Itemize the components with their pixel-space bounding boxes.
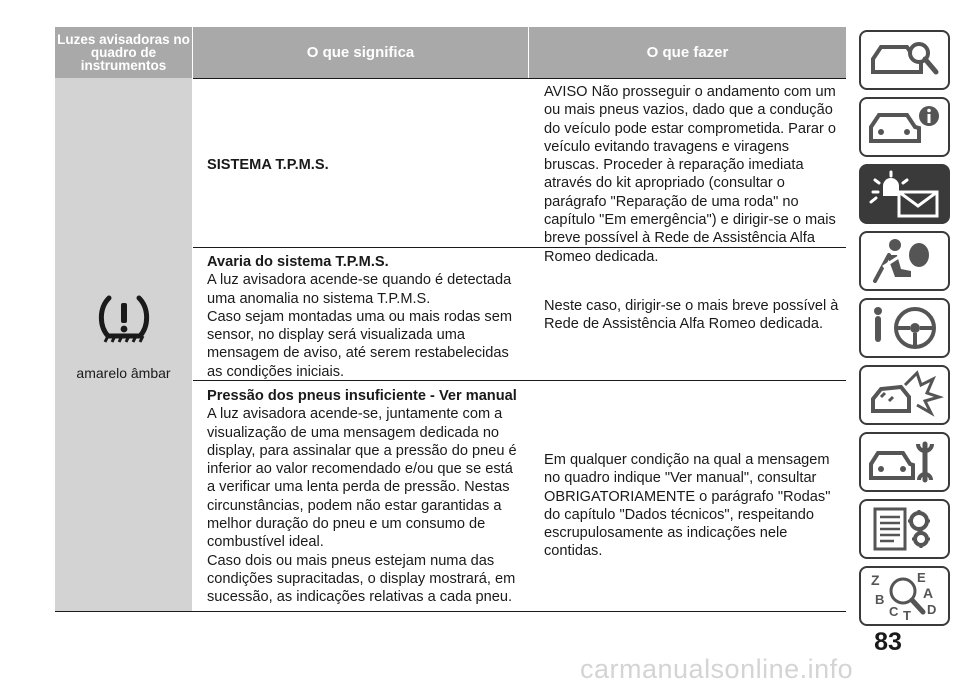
technical-data-icon (861, 501, 947, 556)
row-3-meaning (207, 387, 522, 607)
row-1-meaning (207, 156, 522, 174)
svg-text:D: D (927, 602, 937, 617)
svg-text:C: C (889, 604, 899, 619)
warning-lights-icon (861, 166, 947, 221)
nav-tab-maintenance[interactable] (859, 432, 950, 492)
nav-tab-index[interactable] (859, 566, 950, 626)
lamp-color-label: amarelo âmbar (76, 365, 171, 381)
nav-tab-emergency[interactable] (859, 365, 950, 425)
row-2-meaning (207, 253, 522, 381)
warning-lamp-cell (55, 78, 192, 611)
nav-tab-getting-to-know[interactable] (859, 30, 950, 90)
row-3-action: Em qualquer condição na qual a mensagem no quadro indique "Ver manual", consultar OBRIGATORIAMENTE o parágrafo "Rodas" do capítulo "Dados técnicos", respeitando escrupulosamente as indicações nele contidas. (544, 452, 831, 560)
car-wrench-icon (861, 434, 947, 489)
row-1-action: AVISO Não prosseguir o andamento com um ou mais pneus vazios, dado que a condução do veículo pode estar comprometida. Parar o veículo evitando travagens e viragens bruscas. Proceder à reparação imediata através do kit apropriado (consultar o parágrafo "Reparação de uma roda" no capítulo "Em emergência") e dirigir-se o mais breve possível à Rede de Assistência Alfa Romeo dedicada. (544, 84, 837, 265)
tire-pressure-warning-icon (96, 292, 152, 346)
row-2-title: Avaria do sistema T.P.M.S. (207, 254, 389, 270)
header-meaning: O que significa (193, 27, 528, 78)
nav-tab-instrument-panel[interactable] (859, 97, 950, 157)
nav-tab-technical-data[interactable] (859, 499, 950, 559)
row-2-description: A luz avisadora acende-se quando é detectada uma anomalia no sistema T.P.M.S. Caso sejam montadas uma ou mais rodas sem sensor, no display será visualizada uma mensagem de aviso, até serem restabelecidas as condições iniciais. (207, 272, 512, 380)
header-warning-lights: Luzes avisadoras no quadro de instrumentos (55, 27, 192, 78)
row-1-title: SISTEMA T.P.M.S. (207, 157, 329, 173)
nav-tab-safety[interactable] (859, 231, 950, 291)
car-crash-icon (861, 367, 947, 422)
steering-wheel-icon (861, 300, 947, 355)
row-2-action: Neste caso, dirigir-se o mais breve possível à Rede de Assistência Alfa Romeo dedicada. (544, 298, 839, 333)
alphabetical-index-icon (861, 568, 947, 623)
svg-text:A: A (923, 585, 934, 601)
svg-text:E: E (917, 570, 926, 585)
row-3-title: Pressão dos pneus insuficiente - Ver manual (207, 388, 517, 404)
svg-text:B: B (875, 592, 885, 607)
header-action: O que fazer (529, 27, 846, 78)
nav-tab-starting-driving[interactable] (859, 298, 950, 358)
table-bottom-rule (55, 611, 846, 612)
page-number: 83 (874, 628, 902, 656)
svg-text:Z: Z (871, 572, 880, 588)
nav-tab-warning-lights[interactable] (859, 164, 950, 224)
watermark: carmanualsonline.info (580, 654, 854, 684)
airbag-passenger-icon (861, 233, 947, 288)
car-info-icon (861, 99, 947, 154)
row-3-description: A luz avisadora acende-se, juntamente com a visualização de uma mensagem dedicada no display, para assinalar que a pressão do pneu é inferior ao valor recomendado e/ou que se está a verificar uma lenta perda de pressão. Nestas circunstâncias, podem não estar garantidas a melhor duração do pneu e um consumo de combustível ideal. Caso dois ou mais pneus estejam numa das condições supracitadas, o display mostrará, em sucessão, as indicações relativas a cada pneu. (207, 406, 517, 606)
row-divider (193, 78, 846, 79)
car-magnifier-icon (861, 32, 947, 87)
svg-text:T: T (903, 608, 911, 623)
